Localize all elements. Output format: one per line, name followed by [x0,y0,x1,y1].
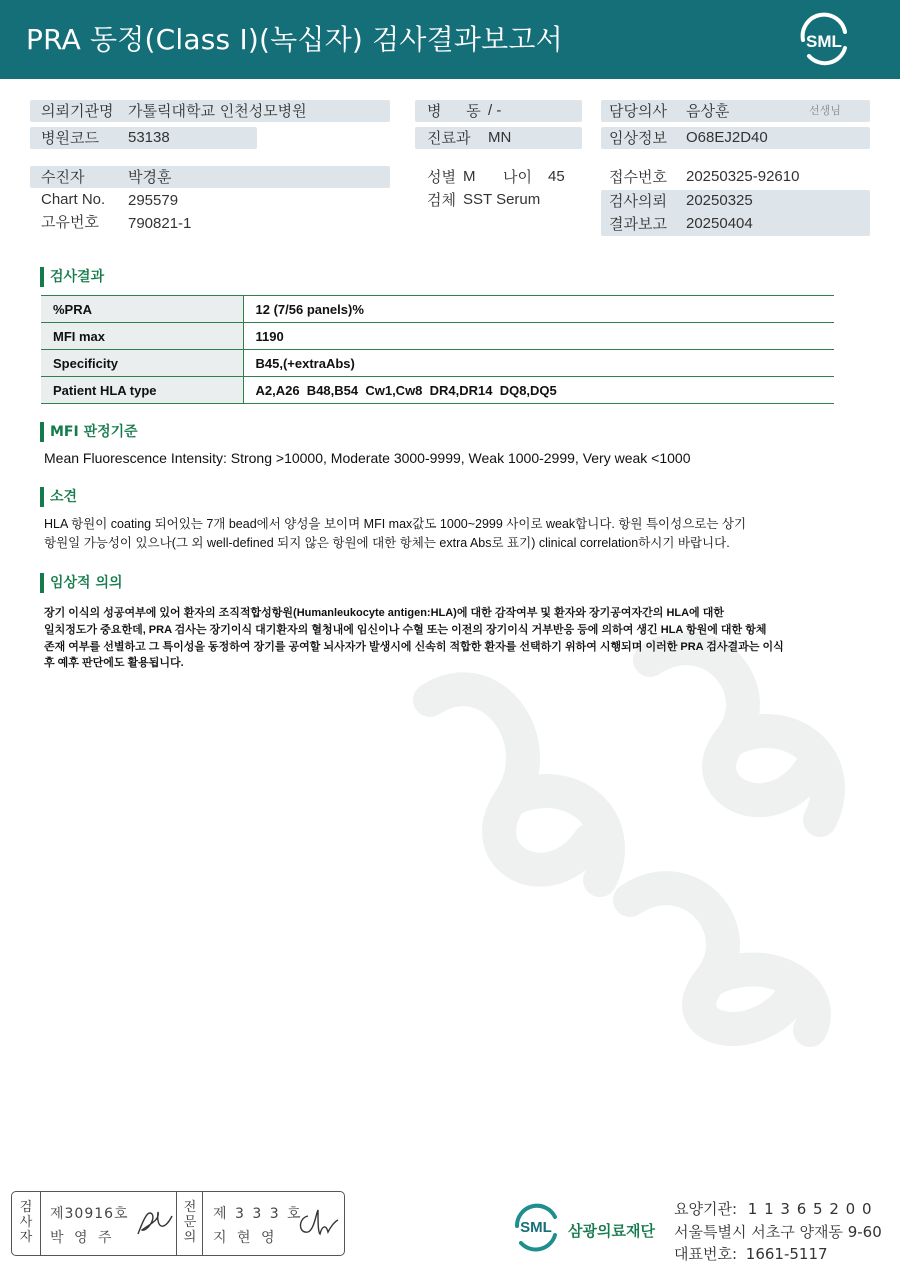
phone-value: 1661-5117 [745,1245,828,1263]
significance-line-2: 일치정도가 중요한데, PRA 검사는 장기이식 대기환자의 혈청내에 임신이나 수혈 또는 이전의 장기이식 거부반응 등에 의하여 생긴 HLA 항원에 대한 항체 [44,624,767,636]
doctor-label: 담당의사 [609,102,667,120]
specimen-label: 검체 [427,191,456,209]
divider [176,1192,177,1255]
age-label: 나이 [503,168,532,186]
logo-text: SML [806,32,842,51]
age-value: 45 [548,168,565,185]
divider [40,1192,41,1255]
result-key-mfi: MFI max [41,323,243,350]
clinical-label: 임상정보 [609,129,667,147]
result-key-pra: %PRA [41,296,243,323]
report-header [0,0,900,79]
results-heading: 검사결과 [40,267,104,287]
dept-label: 진료과 [427,129,471,147]
reception-label: 접수번호 [609,168,667,186]
results-table [41,295,834,404]
clinical-value: O68EJ2D40 [686,129,768,146]
reception-value: 20250325-92610 [686,168,800,185]
care-code-line [674,1198,873,1219]
mfi-text: Mean Fluorescence Intensity: Strong >10000, Moderate 3000-9999, Weak 1000-2999, Very weak <1000 [44,450,691,466]
significance-line-3: 존재 여부를 선별하고 그 특이성을 동정하여 장기를 공여할 뇌사자가 발생시에 신속히 적합한 환자를 선택하기 위하여 시행되며 이러한 PRA 검사결과는 이식 [44,641,784,653]
sex-value: M [463,168,476,185]
specialist-signature-icon [294,1206,340,1240]
chart-no-value: 295579 [128,192,179,209]
phone-line [674,1243,828,1264]
examiner-label: 검사자 [19,1200,33,1245]
significance-line-1: 장기 이식의 성공여부에 있어 환자의 조직적합성항원(Humanleukocyte antigen:HLA)에 대한 감작여부 및 환자와 장기공여자간의 HLA에 대한 [44,607,724,619]
request-label: 검사의뢰 [609,192,667,210]
phone-label: 대표번호: [674,1245,738,1263]
report-date-label: 결과보고 [609,215,667,233]
specimen-value: SST Serum [463,191,541,208]
hospital-code-value: 53138 [128,129,170,146]
specialist-name: 지 현 영 [213,1230,278,1246]
sml-footer-logo-icon [511,1199,561,1253]
report-title: PRA 동정(Class I)(녹십자) 검사결과보고서 [26,23,563,56]
institution-label: 의뢰기관명 [41,102,114,120]
doctor-value: 음상훈 [686,102,730,120]
significance-line-4: 후 예후 판단에도 활용됩니다. [44,657,184,669]
result-value-hla: A2,A26 B48,B54 Cw1,Cw8 DR4,DR14 DQ8,DQ5 [243,377,834,404]
signature-box [11,1191,345,1256]
examiner-license: 제30916호 [50,1206,129,1222]
result-value-pra: 12 (7/56 panels)% [243,296,834,323]
request-value: 20250325 [686,192,753,209]
opinion-line-1: HLA 항원이 coating 되어있는 7개 bead에서 양성을 보이며 MFI max값도 1000~2999 사이로 weak합니다. 항원 특이성으로는 상기 [44,517,747,531]
ward-label: 병 동 [427,102,491,120]
result-value-specificity: B45,(+extraAbs) [243,350,834,377]
care-code-label: 요양기관: [674,1200,738,1218]
doctor-suffix: 선생님 [809,104,841,117]
report-date-value: 20250404 [686,215,753,232]
opinion-line-2: 항원일 가능성이 있으나(그 외 well-defined 되지 않은 항원에 대한 항체는 extra Abs로 표기) clinical correlation하시기 바랍니다. [44,536,730,550]
result-key-hla: Patient HLA type [41,377,243,404]
chart-no-label: Chart No. [41,191,106,208]
table-row [41,350,834,377]
specialist-license: 제 3 3 3 호 [213,1206,303,1222]
ward-value: / - [488,102,502,119]
address: 서울특별시 서초구 양재동 9-60 [674,1223,882,1241]
sex-label: 성별 [427,168,456,186]
footer-logo-text: SML [520,1219,552,1236]
result-key-specificity: Specificity [41,350,243,377]
care-code-value: 1 1 3 6 5 2 0 0 [747,1200,873,1218]
significance-heading: 임상적 의의 [40,573,123,593]
divider [202,1192,203,1255]
dept-value: MN [488,129,512,146]
table-row [41,377,834,404]
table-row [41,323,834,350]
examiner-signature-icon [134,1206,176,1240]
patient-value: 박경훈 [128,168,172,186]
examiner-name: 박 영 주 [50,1230,115,1246]
unique-no-label: 고유번호 [41,213,99,231]
hospital-code-label: 병원코드 [41,129,99,147]
sml-logo-icon [795,12,853,68]
opinion-heading: 소견 [40,487,77,507]
specialist-label: 전문의 [183,1200,197,1245]
mfi-heading: MFI 판정기준 [40,422,138,442]
table-row [41,296,834,323]
org-name: 삼광의료재단 [568,1222,655,1240]
institution-value: 가톨릭대학교 인천성모병원 [128,102,307,120]
patient-label: 수진자 [41,168,85,186]
result-value-mfi: 1190 [243,323,834,350]
unique-no-value: 790821-1 [128,215,192,232]
